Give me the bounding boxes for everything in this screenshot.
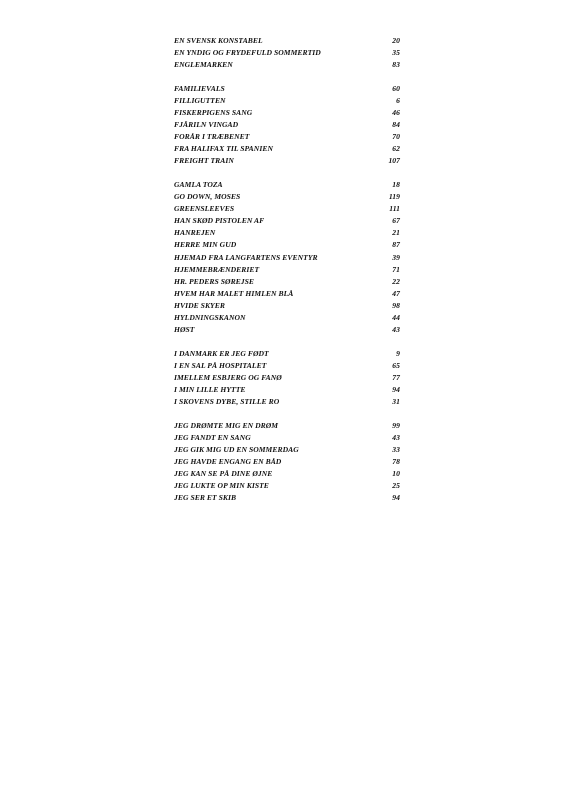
page-number: 94 [392,384,400,394]
page-number: 65 [392,360,400,370]
song-title: HAN SKØD PISTOLEN AF [174,216,265,226]
song-index [174,35,400,516]
song-title: ENGLEMARKEN [174,60,233,70]
index-entry [174,444,400,456]
index-entry [174,155,400,167]
song-title: GO DOWN, MOSES [174,192,241,202]
song-title: JEG FANDT EN SANG [174,432,251,442]
page-number: 94 [392,493,400,503]
page-number: 71 [392,264,400,274]
song-title: JEG LUKTE OP MIN KISTE [174,481,269,491]
index-entry [174,384,400,396]
song-title: FJÄRILN VINGAD [174,120,239,130]
index-entry [174,203,400,215]
index-entry [174,276,400,288]
index-entry [174,432,400,444]
song-title: I EN SAL PÅ HOSPITALET [174,360,267,370]
index-entry [174,360,400,372]
page-number: 43 [392,432,400,442]
index-entry [174,35,400,47]
page-number: 39 [392,252,400,262]
song-title: JEG KAN SE PÅ DINE ØJNE [174,469,273,478]
index-group [174,420,400,505]
song-title: I DANMARK ER JEG FØDT [174,348,269,358]
song-title: HR. PEDERS SØREJSE [174,276,255,286]
index-entry [174,396,400,408]
page-number: 67 [392,216,400,226]
index-entry [174,372,400,384]
page-number: 22 [392,276,400,286]
page-number: 9 [396,348,400,358]
page-number: 99 [392,420,400,430]
index-group [174,83,400,168]
index-entry [174,59,400,71]
index-entry [174,119,400,131]
page-number: 60 [392,83,400,93]
page-number: 35 [392,48,400,58]
song-title: JEG SER ET SKIB [174,493,237,503]
page-number: 43 [392,325,400,335]
song-title: JEG HAVDE ENGANG EN BÅD [174,456,282,466]
song-title: GAMLA TOZA [174,179,223,189]
index-entry [174,239,400,251]
page-number: 47 [392,288,400,298]
song-title: HJEMAD FRA LANGFARTENS EVENTYR [174,252,318,262]
index-group [174,348,400,408]
index-entry [174,143,400,155]
index-entry [174,468,400,480]
index-entry [174,420,400,432]
page-number: 77 [392,372,400,382]
index-entry [174,456,400,468]
index-entry [174,131,400,143]
index-entry [174,348,400,360]
song-title: FREIGHT TRAIN [174,156,234,166]
page-number: 111 [389,204,400,214]
song-title: HØST [174,325,195,335]
page-number: 20 [392,36,400,45]
page-number: 44 [392,312,400,322]
page-number: 78 [392,456,400,466]
page-number: 46 [392,107,400,117]
song-title: EN SVENSK KONSTABEL [174,36,263,45]
index-entry [174,480,400,492]
page-number: 62 [392,144,400,154]
page-number: 119 [388,192,400,202]
song-title: FAMILIEVALS [174,83,225,93]
page-number: 18 [392,179,400,189]
song-title: JEG GIK MIG UD EN SOMMERDAG [174,444,299,454]
index-entry [174,191,400,203]
index-entry [174,492,400,504]
song-title: GREENSLEEVES [174,204,235,214]
song-title: I SKOVENS DYBE, STILLE RO [174,397,280,407]
song-title: FORÅR I TRÆBENET [174,132,250,142]
index-group [174,179,400,336]
page-number: 83 [392,60,400,70]
page-number: 70 [392,132,400,142]
page-number: 25 [392,481,400,491]
song-title: FILLIGUTTEN [174,95,226,105]
song-title: IMELLEM ESBJERG OG FANØ [174,372,282,382]
index-entry [174,83,400,95]
index-entry [174,179,400,191]
index-group [174,35,400,71]
index-entry [174,47,400,59]
index-entry [174,300,400,312]
song-title: FISKERPIGENS SANG [174,107,253,117]
index-entry [174,324,400,336]
page-number: 31 [392,397,400,407]
song-title: HYLDNINGSKANON [174,312,246,322]
page-number: 21 [392,228,400,238]
index-entry [174,288,400,300]
song-title: FRA HALIFAX TIL SPANIEN [174,144,273,154]
page-number: 107 [388,156,400,166]
song-title: I MIN LILLE HYTTE [174,384,246,394]
page-number: 87 [392,240,400,250]
song-title: JEG DRØMTE MIG EN DRØM [174,420,279,430]
song-title: HERRE MIN GUD [174,240,237,250]
index-entry [174,107,400,119]
song-title: HVIDE SKYER [174,300,225,310]
index-entry [174,312,400,324]
song-title: HJEMMEBRÆNDERIET [174,264,260,274]
page-number: 98 [392,300,400,310]
song-title: EN YNDIG OG FRYDEFULD SOMMERTID [174,48,321,58]
song-title: HANREJEN [174,228,216,238]
page-number: 6 [396,95,400,105]
page-number: 33 [392,444,400,454]
song-title: HVEM HAR MALET HIMLEN BLÅ [174,288,294,298]
index-entry [174,264,400,276]
index-entry [174,227,400,239]
index-entry [174,215,400,227]
index-entry [174,252,400,264]
page-number: 84 [392,120,400,130]
page-number: 10 [392,469,400,478]
index-entry [174,95,400,107]
